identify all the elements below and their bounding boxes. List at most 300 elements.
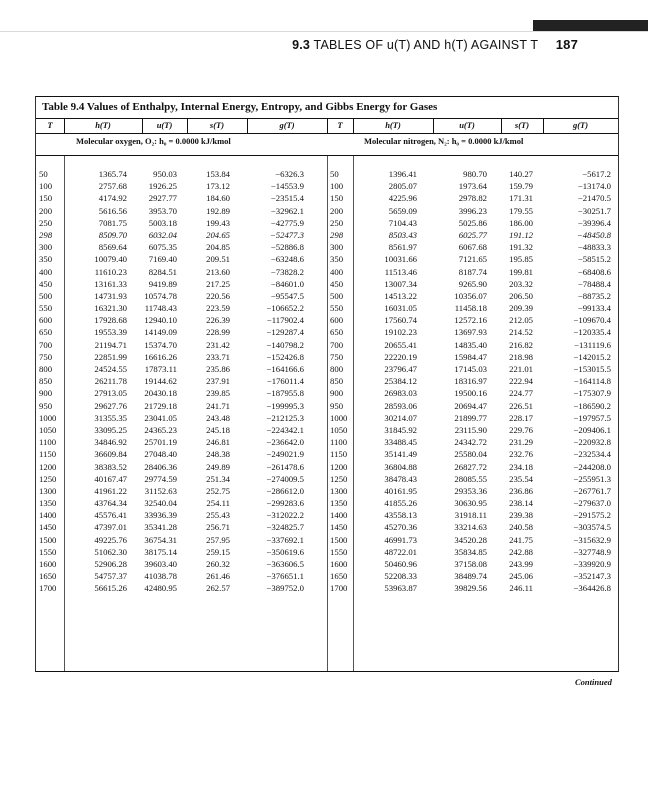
table-row xyxy=(36,474,618,486)
table-cell: 56615.26 xyxy=(94,583,127,594)
table-cell: −78488.4 xyxy=(577,278,611,289)
table-cell: 34520.28 xyxy=(454,534,487,545)
table-cell: 1050 xyxy=(330,424,348,435)
table-cell: 950.03 xyxy=(153,169,177,179)
table-row xyxy=(36,254,618,266)
table-cell: 300 xyxy=(330,242,344,253)
table-cell: −176011.4 xyxy=(266,376,304,387)
table-cell: 1600 xyxy=(39,559,57,569)
table-cell: 650 xyxy=(330,327,344,338)
table-cell: −84601.0 xyxy=(270,278,304,289)
table-cell: 1300 xyxy=(330,485,348,496)
table-cell: −220932.8 xyxy=(573,437,611,448)
table-cell: 50 xyxy=(330,169,339,179)
table-cell: 243.99 xyxy=(509,559,533,569)
table-cell: −131119.6 xyxy=(574,339,611,350)
column-header: T xyxy=(47,120,53,130)
table-cell: 229.76 xyxy=(509,424,533,435)
table-cell: 51062.30 xyxy=(94,546,127,557)
table-cell: 150 xyxy=(39,193,53,204)
table-cell: 2978.82 xyxy=(458,193,487,204)
table-cell: 11513.46 xyxy=(384,266,417,277)
table-cell: 14835.40 xyxy=(454,339,487,350)
table-row xyxy=(36,559,618,571)
table-cell: 250 xyxy=(330,217,344,228)
table-cell: −23515.4 xyxy=(270,193,304,204)
table-cell: 19102.23 xyxy=(384,327,417,338)
table-cell: 600 xyxy=(39,315,53,326)
table-cell: 16321.30 xyxy=(94,303,127,314)
table-cell: 226.39 xyxy=(206,315,230,326)
gas-label-row xyxy=(36,134,618,151)
table-cell: 256.71 xyxy=(206,522,230,533)
table-cell: 5659.09 xyxy=(388,205,417,216)
table-cell: 236.86 xyxy=(509,485,533,496)
table-cell: 1000 xyxy=(39,412,57,423)
table-cell: 228.99 xyxy=(206,327,230,338)
table-cell: 500 xyxy=(330,290,344,301)
table-cell: 241.71 xyxy=(206,400,230,411)
column-header: h(T) xyxy=(95,120,111,130)
table-cell: 246.11 xyxy=(509,583,533,594)
table-cell: 186.00 xyxy=(509,217,533,228)
table-cell: −209406.1 xyxy=(573,424,611,435)
table-cell: 50 xyxy=(39,169,48,179)
table-cell: 31355.35 xyxy=(94,412,127,423)
table-cell: −39396.4 xyxy=(577,217,611,228)
table-cell: 850 xyxy=(330,376,344,387)
table-cell: 223.59 xyxy=(206,303,230,314)
table-header-row xyxy=(36,118,618,134)
table-cell: 3996.23 xyxy=(458,205,487,216)
table-cell: 249.89 xyxy=(206,461,230,472)
table-cell: 13697.93 xyxy=(454,327,487,338)
table-cell: 14149.09 xyxy=(144,327,177,338)
table-cell: 1400 xyxy=(330,510,348,521)
table-cell: 231.29 xyxy=(509,437,533,448)
section-title: TABLES OF u(T) AND h(T) AGAINST T xyxy=(313,38,539,52)
table-cell: −14553.9 xyxy=(270,181,304,192)
table-row xyxy=(36,206,618,218)
table-row xyxy=(36,242,618,254)
table-cell: 100 xyxy=(330,181,344,192)
table-cell: 31845.92 xyxy=(384,424,417,435)
table-cell: 191.32 xyxy=(509,242,533,253)
table-cell: 28593.06 xyxy=(384,400,417,411)
table-row xyxy=(36,510,618,522)
table-cell: −21470.5 xyxy=(577,193,611,204)
table-cell: 500 xyxy=(39,290,53,301)
table-cell: 800 xyxy=(39,364,53,374)
oxygen-label: Molecular oxygen, O₂: h₀ = 0.0000 kJ/kmol xyxy=(76,136,231,146)
table-cell: 298 xyxy=(330,229,344,240)
table-cell: 8503.43 xyxy=(388,229,417,240)
table-cell: −249021.9 xyxy=(266,449,304,460)
table-cell: 173.12 xyxy=(206,181,230,192)
table-cell: 35341.28 xyxy=(144,522,177,533)
table-cell: 980.70 xyxy=(463,169,487,179)
table-cell: 171.31 xyxy=(509,193,533,204)
table-cell: 15984.47 xyxy=(454,351,487,362)
table-cell: 3953.70 xyxy=(148,205,177,216)
column-header: s(T) xyxy=(514,120,530,130)
table-row xyxy=(36,583,618,595)
table-cell: 220.56 xyxy=(206,290,230,301)
table-cell: 22851.99 xyxy=(94,351,127,362)
table-cell: 5025.86 xyxy=(458,217,487,228)
table-cell: 228.17 xyxy=(509,412,533,423)
table-cell: 52906.28 xyxy=(94,559,127,569)
table-cell: 7081.75 xyxy=(98,217,127,228)
table-cell: 20694.47 xyxy=(454,400,487,411)
table-cell: 700 xyxy=(39,339,53,350)
table-cell: −324825.7 xyxy=(266,522,304,533)
table-cell: 17145.03 xyxy=(454,364,487,374)
table-cell: 6025.77 xyxy=(458,229,487,240)
table-cell: 19500.16 xyxy=(454,388,487,399)
table-cell: 10079.40 xyxy=(94,254,127,265)
table-cell: 1450 xyxy=(39,522,57,533)
table-cell: −232534.4 xyxy=(573,449,611,460)
table-cell: 184.60 xyxy=(206,193,230,204)
table-cell: 262.57 xyxy=(206,583,230,594)
table-cell: 1400 xyxy=(39,510,57,521)
table-row xyxy=(36,181,618,193)
table-cell: 750 xyxy=(330,351,344,362)
table-cell: 2927.77 xyxy=(148,193,177,204)
table-cell: −291575.2 xyxy=(573,510,611,521)
table-cell: −117902.4 xyxy=(266,315,304,326)
table-cell: 239.85 xyxy=(206,388,230,399)
table-cell: 14731.93 xyxy=(94,290,127,301)
table-cell: 33214.63 xyxy=(454,522,487,533)
table-cell: 1250 xyxy=(39,473,57,484)
header-rule xyxy=(0,31,648,32)
table-cell: 1350 xyxy=(330,498,348,509)
table-cell: 8561.97 xyxy=(388,242,417,253)
table-cell: 1500 xyxy=(330,534,348,545)
table-cell: 209.51 xyxy=(206,254,230,265)
table-cell: 255.43 xyxy=(206,510,230,521)
table-cell: 203.32 xyxy=(509,278,533,289)
table-cell: −244208.0 xyxy=(573,461,611,472)
table-cell: 238.14 xyxy=(509,498,533,509)
table-cell: 1250 xyxy=(330,473,348,484)
table-cell: 1700 xyxy=(39,583,57,594)
table-cell: 1000 xyxy=(330,412,348,423)
table-cell: 31918.11 xyxy=(454,510,487,521)
table-cell: 800 xyxy=(330,364,344,374)
table-cell: 179.55 xyxy=(509,205,533,216)
table-cell: 191.12 xyxy=(509,229,533,240)
table-cell: −68408.6 xyxy=(577,266,611,277)
table-cell: 226.51 xyxy=(509,400,533,411)
table-cell: −109670.4 xyxy=(573,315,611,326)
table-cell: 235.54 xyxy=(509,473,533,484)
table-cell: −52477.3 xyxy=(269,229,304,240)
table-cell: 200 xyxy=(39,205,53,216)
table-cell: 54757.37 xyxy=(94,571,127,582)
table-cell: 100 xyxy=(39,181,53,192)
table-cell: 49225.76 xyxy=(94,534,127,545)
table-cell: 33936.39 xyxy=(144,510,177,521)
table-cell: 224.77 xyxy=(509,388,533,399)
table-cell: −199995.3 xyxy=(266,400,304,411)
table-cell: 4174.92 xyxy=(98,193,127,204)
table-cell: 17873.11 xyxy=(144,364,177,374)
table-cell: 450 xyxy=(39,278,53,289)
table-row xyxy=(36,267,618,279)
table-cell: 33488.45 xyxy=(384,437,417,448)
table-cell: 150 xyxy=(330,193,344,204)
table-cell: 24365.23 xyxy=(144,424,177,435)
table-cell: −32962.1 xyxy=(270,205,304,216)
table-cell: 21194.71 xyxy=(94,339,127,350)
table-cell: 43764.34 xyxy=(94,498,127,509)
table-cell: 41855.26 xyxy=(384,498,417,509)
table-cell: 16616.26 xyxy=(144,351,177,362)
table-cell: 38489.74 xyxy=(454,571,487,582)
table-cell: −73828.2 xyxy=(270,266,304,277)
table-cell: 28406.36 xyxy=(144,461,177,472)
table-cell: −224342.1 xyxy=(266,424,304,435)
table-cell: −88735.2 xyxy=(577,290,611,301)
table-cell: 6032.04 xyxy=(148,229,177,240)
table-cell: −95547.5 xyxy=(270,290,304,301)
table-cell: 350 xyxy=(39,254,53,265)
table-cell: −339920.9 xyxy=(573,559,611,569)
table-cell: 199.81 xyxy=(509,266,533,277)
table-cell: 36804.88 xyxy=(384,461,417,472)
table-cell: −6326.3 xyxy=(275,169,304,179)
table-cell: −186590.2 xyxy=(573,400,611,411)
table-row xyxy=(36,437,618,449)
table-cell: 350 xyxy=(330,254,344,265)
table-body xyxy=(36,169,618,596)
table-cell: −236642.0 xyxy=(266,437,304,448)
table-row xyxy=(36,425,618,437)
table-cell: 7169.40 xyxy=(148,254,177,265)
table-cell: 1100 xyxy=(330,437,348,448)
table-cell: 1200 xyxy=(330,461,348,472)
table-row xyxy=(36,340,618,352)
table-cell: 29774.59 xyxy=(144,473,177,484)
table-cell: 1650 xyxy=(39,571,57,582)
table-row xyxy=(36,535,618,547)
table-cell: 242.88 xyxy=(509,546,533,557)
table-row xyxy=(36,291,618,303)
table-cell: 900 xyxy=(330,388,344,399)
table-cell: −261478.6 xyxy=(266,461,304,472)
table-cell: 195.85 xyxy=(509,254,533,265)
column-header: g(T) xyxy=(279,120,295,130)
table-row xyxy=(36,413,618,425)
table-cell: −52886.8 xyxy=(270,242,304,253)
table-row xyxy=(36,449,618,461)
table-cell: −350619.6 xyxy=(266,546,304,557)
table-cell: 43558.13 xyxy=(384,510,417,521)
column-header: T xyxy=(337,120,343,130)
table-cell: −175307.9 xyxy=(573,388,611,399)
table-cell: 600 xyxy=(330,315,344,326)
table-cell: 298 xyxy=(39,229,53,240)
table-cell: 39829.56 xyxy=(454,583,487,594)
table-cell: 204.85 xyxy=(206,242,230,253)
table-cell: 950 xyxy=(330,400,344,411)
column-header: h(T) xyxy=(385,120,401,130)
table-cell: 550 xyxy=(330,303,344,314)
table-cell: −197957.5 xyxy=(573,412,611,423)
table-cell: 26211.78 xyxy=(94,376,127,387)
table-cell: 5003.18 xyxy=(148,217,177,228)
table-cell: 159.79 xyxy=(509,181,533,192)
table-cell: 216.82 xyxy=(509,339,533,350)
table-caption: Table 9.4 Values of Enthalpy, Internal Energy, Entropy, and Gibbs Energy for Gases xyxy=(42,101,438,113)
page-number: 187 xyxy=(555,37,578,52)
table-cell: 1650 xyxy=(330,571,348,582)
table-cell: 19553.39 xyxy=(94,327,127,338)
table-cell: 248.38 xyxy=(206,449,230,460)
table-cell: 52208.33 xyxy=(384,571,417,582)
table-cell: −389752.0 xyxy=(266,583,304,594)
table-cell: −364426.8 xyxy=(573,583,611,594)
table-cell: −106652.2 xyxy=(266,303,304,314)
table-cell: 13007.34 xyxy=(384,278,417,289)
table-cell: 10574.78 xyxy=(144,290,177,301)
table-row xyxy=(36,571,618,583)
page-header-bar xyxy=(533,20,648,31)
table-row xyxy=(36,279,618,291)
table-cell: 250 xyxy=(39,217,53,228)
table-cell: 5616.56 xyxy=(98,205,127,216)
table-cell: 245.18 xyxy=(206,424,230,435)
table-cell: −30251.7 xyxy=(577,205,611,216)
table-cell: −376651.1 xyxy=(266,571,304,582)
table-cell: 38175.14 xyxy=(144,546,177,557)
table-cell: 1550 xyxy=(330,546,348,557)
table-cell: −187955.8 xyxy=(266,388,304,399)
table-cell: −129287.4 xyxy=(266,327,304,338)
table-cell: 35141.49 xyxy=(384,449,417,460)
table-cell: 239.38 xyxy=(509,510,533,521)
table-cell: 6075.35 xyxy=(148,242,177,253)
table-cell: −42775.9 xyxy=(270,217,304,228)
table-cell: 212.05 xyxy=(509,315,533,326)
table-cell: 233.71 xyxy=(206,351,230,362)
table-cell: 8509.70 xyxy=(98,229,127,240)
table-cell: 251.34 xyxy=(206,473,230,484)
table-cell: 9265.90 xyxy=(458,278,487,289)
table-cell: 900 xyxy=(39,388,53,399)
table-cell: 13161.33 xyxy=(94,278,127,289)
table-cell: 36609.84 xyxy=(94,449,127,460)
table-cell: −99133.4 xyxy=(577,303,611,314)
table-cell: 1700 xyxy=(330,583,348,594)
table-cell: −13174.0 xyxy=(577,181,611,192)
table-cell: 28085.55 xyxy=(454,473,487,484)
table-row xyxy=(36,169,618,181)
table-cell: 45270.36 xyxy=(384,522,417,533)
table-cell: −299283.6 xyxy=(266,498,304,509)
table-cell: 21899.77 xyxy=(454,412,487,423)
table-cell: 40167.47 xyxy=(94,473,127,484)
table-cell: 260.32 xyxy=(206,559,230,569)
table-cell: 235.86 xyxy=(206,364,230,374)
nitrogen-label: Molecular nitrogen, N₂: h₀ = 0.0000 kJ/kmol xyxy=(364,136,524,146)
table-cell: 50460.96 xyxy=(384,559,417,569)
table-cell: 33095.25 xyxy=(94,424,127,435)
table-cell: 26983.03 xyxy=(384,388,417,399)
table-cell: 1300 xyxy=(39,485,57,496)
table-cell: 140.27 xyxy=(509,169,533,179)
table-cell: 1350 xyxy=(39,498,57,509)
table-cell: 23796.47 xyxy=(384,364,417,374)
table-row xyxy=(36,388,618,400)
continued-note: Continued xyxy=(575,677,612,687)
table-cell: −63248.6 xyxy=(270,254,304,265)
column-header: u(T) xyxy=(459,120,475,130)
table-cell: 45576.41 xyxy=(94,510,127,521)
table-cell: 41038.78 xyxy=(144,571,177,582)
table-cell: 206.50 xyxy=(509,290,533,301)
table-cell: 254.11 xyxy=(206,498,230,509)
table-cell: 16031.05 xyxy=(384,303,417,314)
table-cell: 23041.05 xyxy=(144,412,177,423)
table-cell: 38478.43 xyxy=(384,473,417,484)
table-row xyxy=(36,486,618,498)
table-cell: 400 xyxy=(39,266,53,277)
table-row xyxy=(36,522,618,534)
table-cell: 231.42 xyxy=(206,339,230,350)
table-cell: 199.43 xyxy=(206,217,230,228)
table-cell: −303574.5 xyxy=(573,522,611,533)
table-cell: 47397.01 xyxy=(94,522,127,533)
table-cell: 10356.07 xyxy=(454,290,487,301)
table-cell: 46991.73 xyxy=(384,534,417,545)
table-cell: 31152.63 xyxy=(144,485,177,496)
table-cell: −337692.1 xyxy=(266,534,304,545)
table-cell: 17928.68 xyxy=(94,315,127,326)
table-cell: 34846.92 xyxy=(94,437,127,448)
table-cell: 39603.40 xyxy=(144,559,177,569)
table-cell: 25384.12 xyxy=(384,376,417,387)
table-cell: 222.94 xyxy=(509,376,533,387)
table-cell: 21729.18 xyxy=(144,400,177,411)
table-cell: 204.65 xyxy=(206,229,230,240)
table-cell: 246.81 xyxy=(206,437,230,448)
table-cell: −363606.5 xyxy=(266,559,304,569)
table-cell: −120335.4 xyxy=(573,327,611,338)
table-cell: 1450 xyxy=(330,522,348,533)
table-cell: 1600 xyxy=(330,559,348,569)
table-cell: 32540.04 xyxy=(144,498,177,509)
table-cell: 22220.19 xyxy=(384,351,417,362)
table-row xyxy=(36,352,618,364)
table-cell: 27913.05 xyxy=(94,388,127,399)
table-cell: 1926.25 xyxy=(148,181,177,192)
table-cell: 40161.95 xyxy=(384,485,417,496)
table-cell: 36754.31 xyxy=(144,534,177,545)
table-cell: 25701.19 xyxy=(144,437,177,448)
table-cell: −142015.2 xyxy=(573,351,611,362)
table-cell: 29353.36 xyxy=(454,485,487,496)
table-cell: 261.46 xyxy=(206,571,230,582)
table-cell: 221.01 xyxy=(509,364,533,374)
table-cell: −140798.2 xyxy=(266,339,304,350)
table-row xyxy=(36,376,618,388)
table-cell: 30630.95 xyxy=(454,498,487,509)
table-cell: 1365.74 xyxy=(98,169,127,179)
